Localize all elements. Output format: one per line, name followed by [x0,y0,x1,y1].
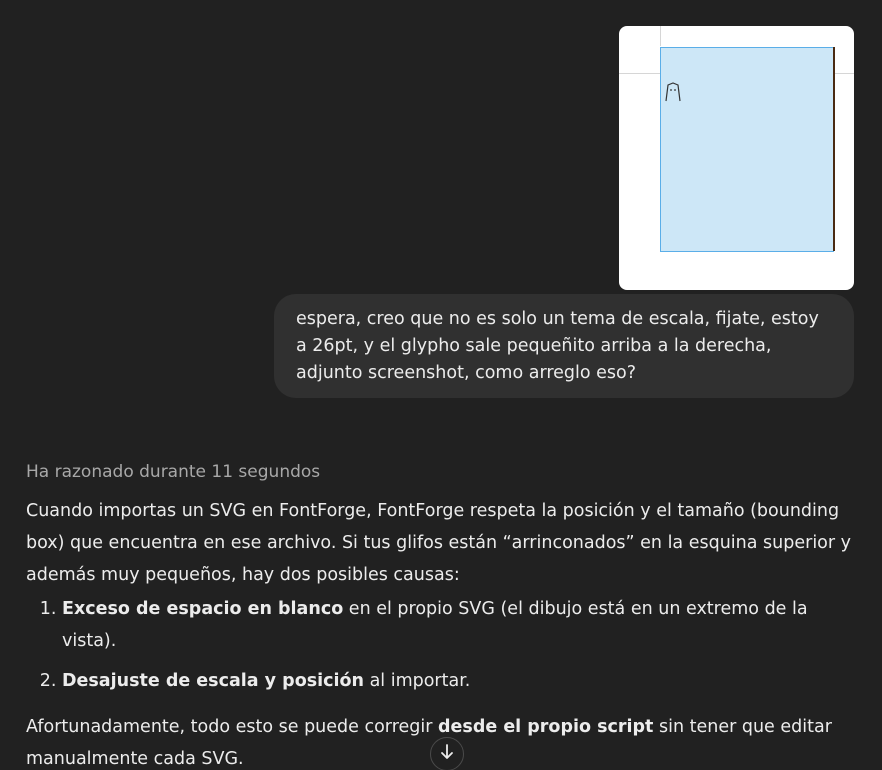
scroll-to-bottom-button[interactable] [430,737,464,770]
user-message-bubble [274,294,854,398]
list-item-rest: en el propio SVG (el dibujo está en un extremo de la vista). [62,599,808,651]
list-item-rest: al importar. [364,671,471,691]
list-item [62,593,861,657]
causes-list [26,593,861,697]
closing-pre: Afortunadamente, todo esto se puede corregir [26,717,439,737]
list-item [62,665,861,697]
user-message-text: espera, creo que no es solo un tema de escala, fijate, estoy a 26pt, y el glypho sale pequeñito arriba a la derecha, adjunto screenshot, como arreglo eso? [296,309,819,383]
reasoning-label: Ha razonado durante 11 segundos [26,462,321,482]
reasoning-toggle[interactable] [26,462,320,482]
advance-width-line [833,47,835,251]
assistant-message [26,495,861,770]
closing-bold: desde el propio script [438,717,654,737]
list-item-bold: Exceso de espacio en blanco [62,599,344,619]
attached-screenshot[interactable] [619,26,854,290]
tiny-glyph-icon [663,81,683,107]
glyph-bounding-box [660,47,834,252]
list-item-bold: Desajuste de escala y posición [62,671,364,691]
answer-intro: Cuando importas un SVG en FontForge, FontForge respeta la posición y el tamaño (bounding box) que encuentra en ese archivo. Si tus glifos están “arrinconados” en la esquina superior y además muy pequeños, hay dos posibles causas: [26,501,852,585]
arrow-down-icon [440,744,454,764]
origin-guide [660,26,661,46]
closing-post: sin tener que editar manualmente cada SVG. [26,717,832,769]
